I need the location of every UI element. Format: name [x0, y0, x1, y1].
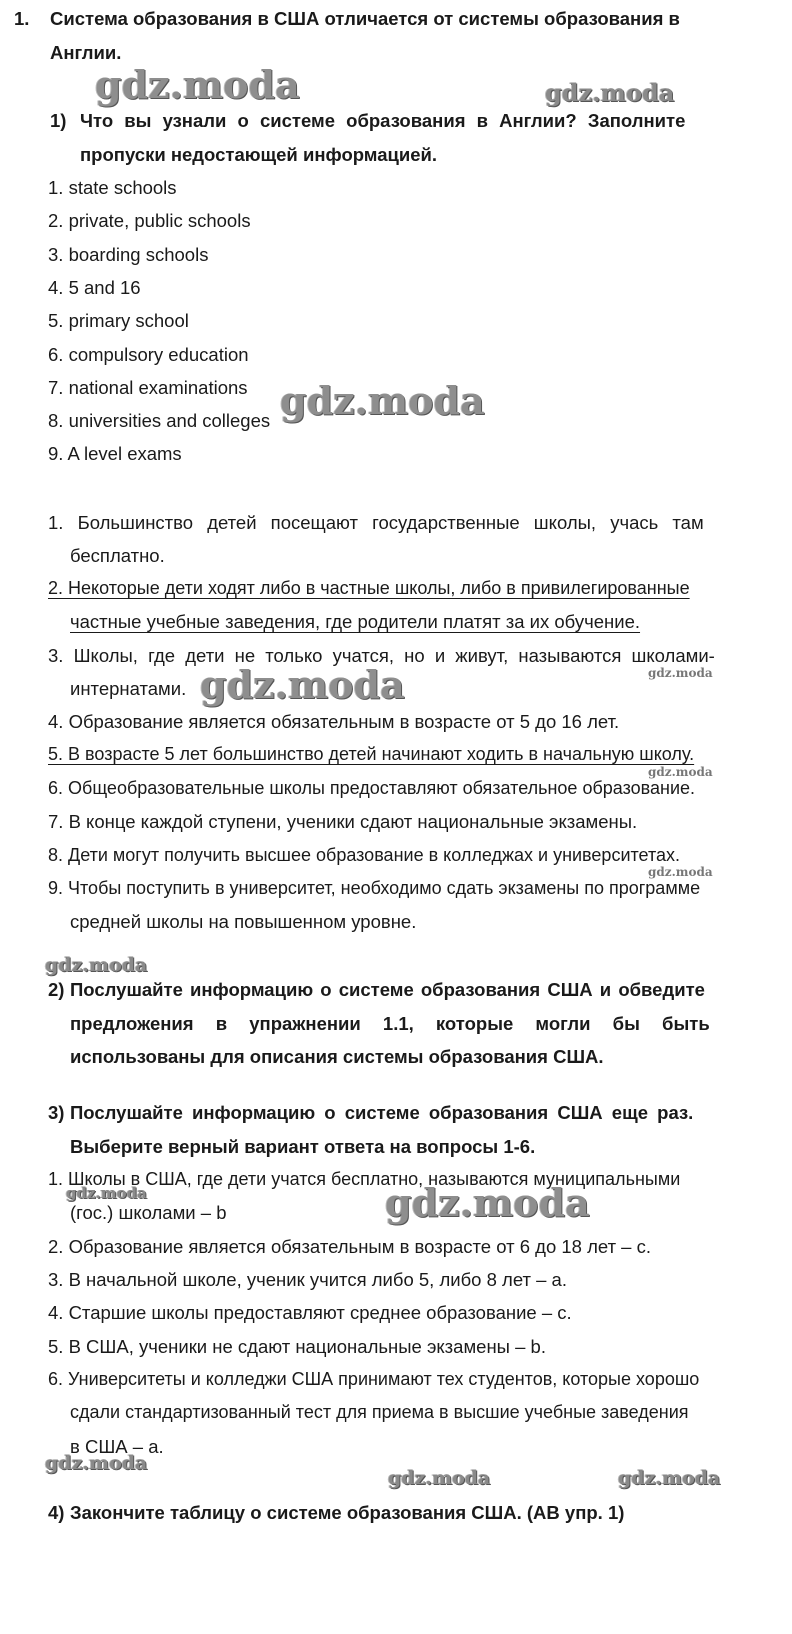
translation-line-underlined: 2. Некоторые дети ходят либо в частные школы, либо в привилегированные	[48, 578, 690, 598]
answer-item: 5. primary school	[48, 310, 189, 331]
watermark-logo: gdz.moda	[200, 662, 405, 707]
watermark-logo: gdz.moda	[95, 62, 300, 107]
answer-line: 6. Университеты и колледжи США принимают тех студентов, которые хорошо	[48, 1369, 700, 1389]
watermark-logo: gdz.moda	[618, 1467, 721, 1489]
answer-item: 2. private, public schools	[48, 210, 251, 231]
section-2-label: 2)	[48, 979, 65, 1000]
task-title-line1: Система образования в США отличается от системы образования в	[50, 8, 680, 29]
translation-line: 9. Чтобы поступить в университет, необходимо сдать экзамены по программе	[48, 878, 701, 898]
section-3-label: 3)	[48, 1102, 65, 1123]
answer-item: 8. universities and colleges	[48, 410, 271, 431]
section-1-question-line2: пропуски недостающей информацией.	[80, 144, 438, 165]
answer-item: 9. A level exams	[48, 443, 182, 464]
translation-line: 8. Дети могут получить высшее образование в колледжах и университетах.	[48, 845, 681, 865]
answer-line: в США – a.	[70, 1436, 164, 1457]
answer-line: (гос.) школами – b	[70, 1202, 227, 1223]
answer-line: сдали стандартизованный тест для приема в высшие учебные заведения	[70, 1402, 689, 1422]
watermark-logo: gdz.moda	[648, 865, 713, 879]
section-1-question-line1: Что вы узнали о системе образования в Англии? Заполните	[80, 110, 686, 131]
watermark-logo: gdz.moda	[45, 1452, 148, 1474]
watermark-logo: gdz.moda	[45, 954, 148, 976]
section-2-line3: использованы для описания системы образования США.	[70, 1046, 604, 1067]
answer-item: 6. compulsory education	[48, 344, 249, 365]
translation-line: 4. Образование является обязательным в возрасте от 5 до 16 лет.	[48, 711, 620, 732]
answer-line: 5. В США, ученики не сдают национальные экзамены – b.	[48, 1336, 546, 1357]
answer-item: 4. 5 and 16	[48, 277, 141, 298]
section-3-line1: Послушайте информацию о системе образования США еще раз.	[70, 1102, 694, 1123]
watermark-logo: gdz.moda	[388, 1467, 491, 1489]
translation-line: 7. В конце каждой ступени, ученики сдают национальные экзамены.	[48, 811, 638, 832]
section-4-label: 4)	[48, 1502, 65, 1523]
translation-line: интернатами.	[70, 678, 187, 699]
answer-line: 2. Образование является обязательным в возрасте от 6 до 18 лет – c.	[48, 1236, 652, 1257]
translation-line: бесплатно.	[70, 545, 165, 566]
task-title-line2: Англии.	[50, 42, 122, 63]
section-2-line1: Послушайте информацию о системе образования США и обведите	[70, 979, 705, 1000]
translation-line-underlined: 5. В возрасте 5 лет большинство детей начинают ходить в начальную школу.	[48, 744, 695, 764]
watermark-logo: gdz.moda	[545, 78, 675, 107]
section-2-line2: предложения в упражнении 1.1, которые могли бы быть	[70, 1013, 710, 1034]
answer-line: 4. Старшие школы предоставляют среднее образование – c.	[48, 1302, 572, 1323]
section-3-line2: Выберите верный вариант ответа на вопросы 1-6.	[70, 1136, 536, 1157]
answer-line: 3. В начальной школе, ученик учится либо 5, либо 8 лет – a.	[48, 1269, 567, 1290]
translation-line: средней школы на повышенном уровне.	[70, 911, 417, 932]
watermark-logo: gdz.moda	[280, 378, 485, 423]
answer-item: 7. national examinations	[48, 377, 248, 398]
answer-item: 1. state schools	[48, 177, 177, 198]
answer-item: 3. boarding schools	[48, 244, 209, 265]
watermark-logo: gdz.moda	[385, 1180, 590, 1225]
watermark-logo: gdz.moda	[66, 1184, 147, 1202]
translation-line: 6. Общеобразовательные школы предоставляют обязательное образование.	[48, 778, 696, 798]
translation-line: 3. Школы, где дети не только учатся, но и живут, называются школами-	[48, 645, 715, 666]
watermark-logo: gdz.moda	[648, 666, 713, 680]
answer-line: 1. Школы в США, где дети учатся бесплатно, называются муниципальными	[48, 1169, 681, 1189]
translation-line: 1. Большинство детей посещают государственные школы, учась там	[48, 512, 704, 533]
translation-line-underlined: частные учебные заведения, где родители платят за их обучение.	[70, 611, 641, 632]
watermark-logo: gdz.moda	[648, 765, 713, 779]
task-number: 1.	[14, 8, 30, 29]
section-1-label: 1)	[50, 110, 67, 131]
section-4-line1: Закончите таблицу о системе образования США. (АВ упр. 1)	[70, 1502, 625, 1523]
